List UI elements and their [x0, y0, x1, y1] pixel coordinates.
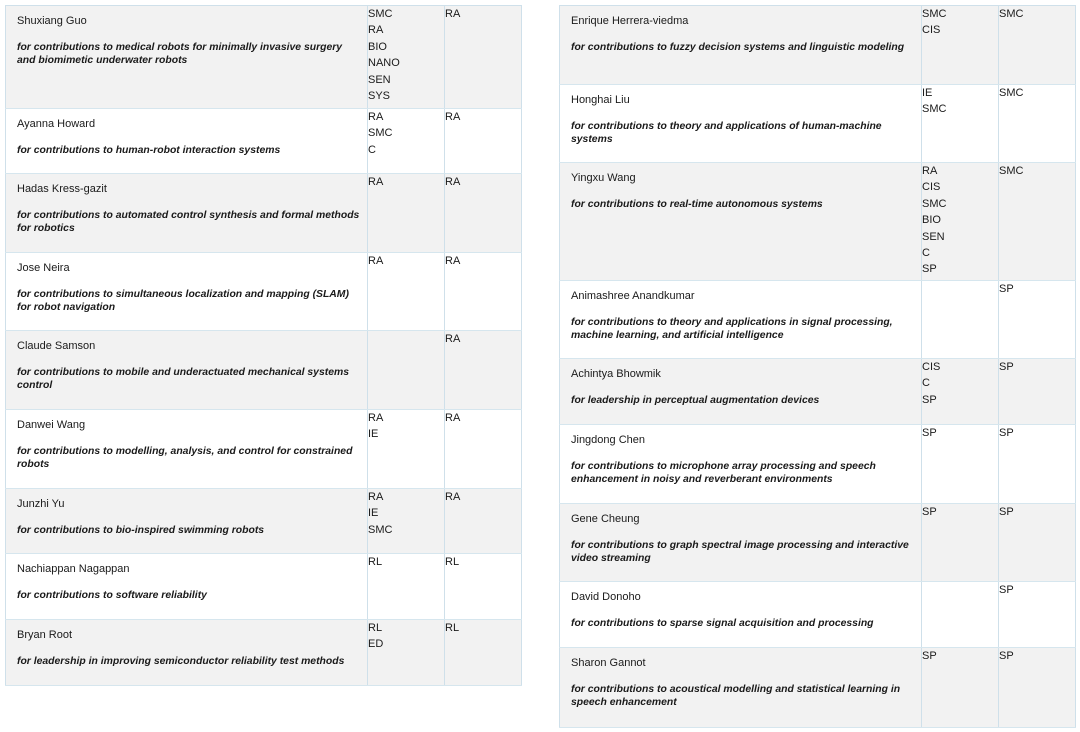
evaluating-society-cell	[445, 620, 522, 686]
fellow-name: David Donoho	[571, 591, 641, 603]
fellow-citation: for contributions to graph spectral image processing and interactive video streaming	[571, 540, 909, 564]
evaluating-society-code: RA	[445, 333, 461, 345]
society-codes-cell	[922, 425, 999, 504]
fellow-cell	[6, 489, 368, 554]
evaluating-society-code: SMC	[999, 87, 1024, 99]
fellow-citation: for contributions to modelling, analysis, and control for constrained robots	[17, 446, 353, 470]
fellow-name: Honghai Liu	[571, 94, 630, 106]
society-codes-cell	[922, 163, 999, 281]
fellow-cell	[560, 85, 922, 163]
evaluating-society-code: SP	[999, 584, 1014, 596]
fellow-cell	[6, 554, 368, 620]
society-code: SMC	[368, 523, 393, 536]
evaluating-society-cell	[999, 359, 1076, 425]
society-code: CIS	[922, 181, 941, 194]
fellow-name: Sharon Gannot	[571, 657, 646, 669]
table-row	[6, 253, 522, 331]
evaluating-society-cell	[445, 331, 522, 410]
society-code: SMC	[922, 8, 947, 20]
society-code: C	[368, 143, 376, 156]
evaluating-society-cell	[445, 410, 522, 489]
society-codes-cell	[368, 410, 445, 489]
society-code: IE	[368, 428, 379, 441]
fellow-name: Gene Cheung	[571, 513, 640, 525]
society-codes-cell	[368, 174, 445, 253]
fellow-citation: for contributions to human-robot interaction systems	[17, 145, 281, 156]
fellows-table-body	[560, 6, 1076, 728]
evaluating-society-cell	[445, 554, 522, 620]
fellow-cell	[560, 504, 922, 582]
society-code: SYS	[368, 90, 391, 103]
table-row	[560, 582, 1076, 648]
evaluating-society-code: SP	[999, 361, 1014, 373]
evaluating-society-cell	[999, 425, 1076, 504]
society-code: RA	[922, 165, 938, 177]
society-code: SP	[922, 393, 937, 406]
society-codes-cell	[368, 253, 445, 331]
fellows-table-right	[559, 5, 1076, 728]
table-row	[6, 410, 522, 489]
fellow-cell	[560, 163, 922, 281]
fellow-citation: for contributions to mobile and underactuated mechanical systems control	[17, 367, 349, 391]
society-code: CIS	[922, 361, 941, 373]
society-code: SEN	[368, 73, 391, 86]
fellow-citation: for contributions to real-time autonomous systems	[571, 199, 823, 210]
evaluating-society-code: SP	[999, 506, 1014, 518]
society-code: IE	[368, 507, 379, 520]
table-row	[6, 6, 522, 109]
society-code: SP	[922, 506, 937, 518]
fellow-citation: for leadership in perceptual augmentation devices	[571, 395, 820, 406]
society-codes-cell	[368, 620, 445, 686]
society-codes-cell	[368, 109, 445, 174]
table-row	[560, 359, 1076, 425]
fellow-name: Jose Neira	[17, 262, 70, 274]
fellow-cell	[6, 410, 368, 489]
fellow-citation: for contributions to acoustical modelling and statistical learning in speech enhancement	[571, 684, 901, 708]
evaluating-society-code: RA	[445, 491, 461, 503]
society-code: IE	[922, 87, 933, 99]
society-code: SMC	[368, 8, 393, 20]
fellow-cell	[560, 425, 922, 504]
evaluating-society-code: RA	[445, 8, 461, 20]
fellow-cell	[560, 6, 922, 85]
fellow-name: Junzhi Yu	[17, 498, 65, 510]
fellow-cell	[6, 620, 368, 686]
evaluating-society-code: RA	[445, 255, 461, 267]
table-row	[560, 281, 1076, 359]
fellow-citation: for contributions to theory and applications of human-machine systems	[571, 121, 882, 145]
evaluating-society-cell	[999, 582, 1076, 648]
fellow-name: Yingxu Wang	[571, 172, 636, 184]
society-codes-cell	[922, 281, 999, 359]
society-codes-cell	[922, 582, 999, 648]
society-codes-cell	[922, 504, 999, 582]
evaluating-society-code: RL	[445, 556, 460, 568]
evaluating-society-cell	[999, 281, 1076, 359]
fellow-citation: for contributions to simultaneous localization and mapping (SLAM) for robot navigation	[17, 289, 349, 313]
society-code: ED	[368, 638, 384, 651]
evaluating-society-code: SP	[999, 650, 1014, 662]
society-code: SP	[922, 263, 937, 276]
evaluating-society-code: SP	[999, 427, 1014, 439]
fellow-citation: for contributions to automated control synthesis and formal methods for robotics	[17, 210, 360, 234]
fellow-name: Shuxiang Guo	[17, 15, 87, 27]
fellow-citation: for contributions to theory and applications in signal processing, machine learning, and artificial intelligence	[571, 317, 893, 341]
society-code: RA	[368, 24, 384, 37]
fellow-name: Animashree Anandkumar	[571, 290, 695, 302]
society-codes-cell	[368, 489, 445, 554]
society-codes-cell	[368, 554, 445, 620]
fellow-cell	[6, 6, 368, 109]
society-codes-cell	[368, 6, 445, 109]
evaluating-society-cell	[999, 85, 1076, 163]
fellow-name: Danwei Wang	[17, 419, 86, 431]
fellow-cell	[560, 359, 922, 425]
fellow-name: Jingdong Chen	[571, 434, 646, 446]
society-code: SMC	[922, 103, 947, 116]
table-row	[6, 620, 522, 686]
society-code: RA	[368, 111, 384, 123]
table-row	[6, 489, 522, 554]
fellow-cell	[560, 281, 922, 359]
evaluating-society-cell	[445, 489, 522, 554]
evaluating-society-code: SP	[999, 283, 1014, 295]
society-code: SMC	[368, 127, 393, 140]
society-code: SP	[922, 427, 937, 439]
society-code: RL	[368, 622, 383, 634]
fellow-name: Bryan Root	[17, 629, 73, 641]
fellow-citation: for contributions to bio-inspired swimming robots	[17, 525, 265, 536]
society-code: RL	[368, 556, 383, 568]
fellow-name: Hadas Kress-gazit	[17, 183, 107, 195]
evaluating-society-code: RL	[445, 622, 460, 634]
society-codes-cell	[922, 648, 999, 728]
table-row	[560, 425, 1076, 504]
fellow-citation: for contributions to fuzzy decision systems and linguistic modeling	[571, 42, 905, 53]
society-code: SEN	[922, 230, 945, 243]
evaluating-society-cell	[445, 6, 522, 109]
fellow-name: Enrique Herrera-viedma	[571, 15, 689, 27]
evaluating-society-code: RA	[445, 412, 461, 424]
society-codes-cell	[368, 331, 445, 410]
fellow-name: Ayanna Howard	[17, 118, 96, 130]
society-code: BIO	[368, 40, 387, 53]
evaluating-society-cell	[999, 163, 1076, 281]
society-code: RA	[368, 255, 384, 267]
evaluating-society-cell	[999, 648, 1076, 728]
fellow-cell	[6, 253, 368, 331]
evaluating-society-cell	[999, 6, 1076, 85]
fellow-cell	[560, 648, 922, 728]
evaluating-society-cell	[445, 109, 522, 174]
society-code: RA	[368, 491, 384, 503]
society-code: RA	[368, 176, 384, 188]
table-row	[560, 504, 1076, 582]
evaluating-society-code: RA	[445, 176, 461, 188]
fellow-cell	[560, 582, 922, 648]
society-codes-cell	[922, 6, 999, 85]
fellows-table-body	[6, 6, 522, 686]
society-code: NANO	[368, 57, 400, 70]
evaluating-society-code: SMC	[999, 8, 1024, 20]
fellows-table-left	[5, 5, 522, 686]
fellow-citation: for contributions to sparse signal acquisition and processing	[571, 618, 874, 629]
evaluating-society-code: SMC	[999, 165, 1024, 177]
fellow-name: Claude Samson	[17, 340, 96, 352]
fellow-name: Achintya Bhowmik	[571, 368, 661, 380]
fellow-cell	[6, 109, 368, 174]
fellow-citation: for leadership in improving semiconductor reliability test methods	[17, 656, 345, 667]
evaluating-society-code: RA	[445, 111, 461, 123]
society-codes-cell	[922, 85, 999, 163]
society-code: C	[922, 247, 930, 260]
table-row	[560, 85, 1076, 163]
table-row	[6, 554, 522, 620]
table-row	[560, 163, 1076, 281]
society-code: SMC	[922, 197, 947, 210]
society-code: C	[922, 377, 930, 390]
evaluating-society-cell	[999, 504, 1076, 582]
fellow-citation: for contributions to software reliability	[17, 590, 207, 601]
evaluating-society-cell	[445, 253, 522, 331]
evaluating-society-cell	[445, 174, 522, 253]
society-codes-cell	[922, 359, 999, 425]
society-code: SP	[922, 650, 937, 662]
fellow-name: Nachiappan Nagappan	[17, 563, 130, 575]
table-row	[6, 109, 522, 174]
table-row	[6, 174, 522, 253]
society-code: RA	[368, 412, 384, 424]
table-row	[560, 648, 1076, 728]
society-code: CIS	[922, 24, 941, 37]
table-row	[560, 6, 1076, 85]
fellow-cell	[6, 174, 368, 253]
fellow-citation: for contributions to microphone array processing and speech enhancement in noisy and reverberant environments	[571, 461, 876, 485]
society-code: BIO	[922, 214, 941, 227]
table-row	[6, 331, 522, 410]
fellow-cell	[6, 331, 368, 410]
fellow-citation: for contributions to medical robots for minimally invasive surgery and biomimetic underwater robots	[17, 42, 343, 66]
